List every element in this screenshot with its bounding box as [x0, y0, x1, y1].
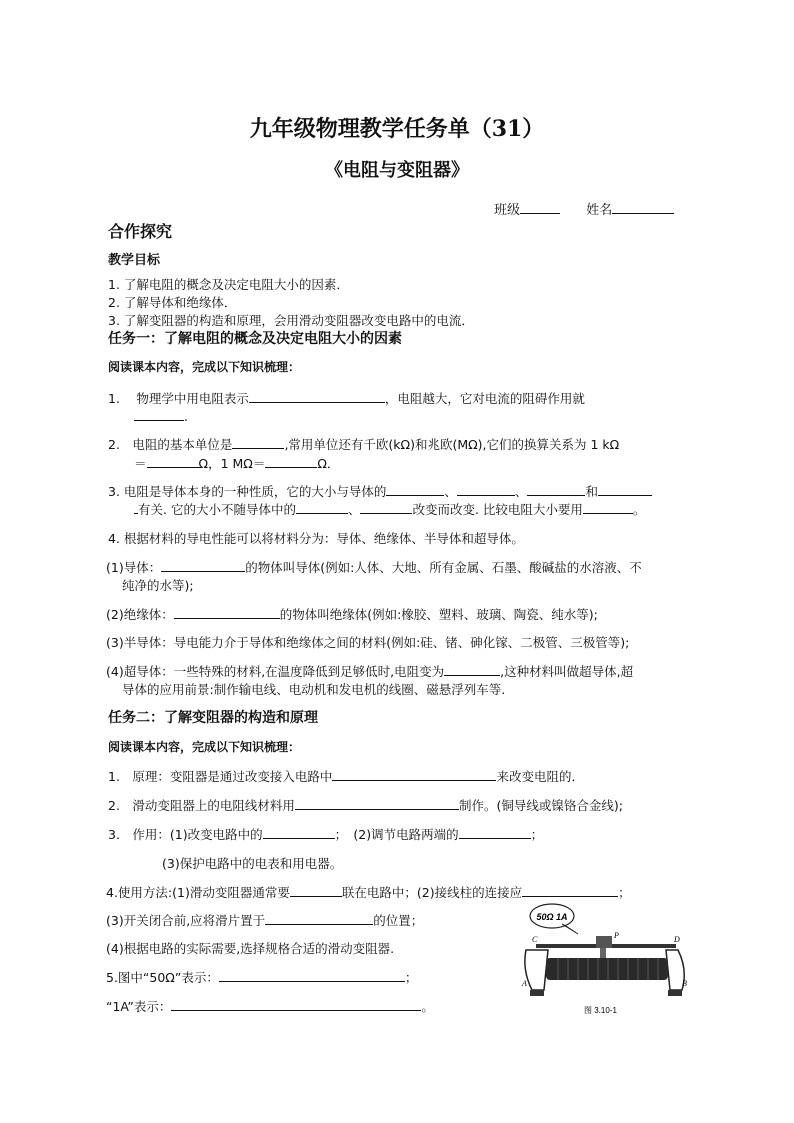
name-blank[interactable]: [612, 200, 674, 214]
q-text: “1A”表示：: [106, 999, 172, 1014]
answer-blank[interactable]: [360, 500, 412, 514]
task2-q2: [108, 796, 623, 814]
class-name-line: [494, 199, 674, 218]
rating-text: 50Ω 1A: [536, 912, 568, 922]
answer-blank[interactable]: [174, 605, 280, 619]
task2-q4-4: (4)根据电路的实际需要,选择规格合适的滑动变阻器.: [106, 941, 395, 956]
task2-q4: [106, 883, 631, 901]
q-text: 。: [421, 999, 434, 1014]
q-text: 2. 电阻的基本单位是: [108, 437, 233, 452]
q-text: Ω，1 MΩ＝: [198, 456, 266, 471]
answer-blank[interactable]: [444, 662, 500, 676]
q-text: 、: [347, 502, 361, 517]
q-text: 3. 作用：(1)改变电路中的: [108, 827, 263, 842]
q-text: (2)绝缘体：: [106, 607, 174, 622]
q-text: 1. 原理：变阻器是通过改变接入电路中: [108, 769, 333, 784]
answer-blank[interactable]: [459, 825, 531, 839]
answer-blank[interactable]: [295, 796, 459, 810]
answer-blank[interactable]: [457, 482, 515, 496]
q-text: ；: [618, 885, 631, 900]
page-subtitle: 《电阻与变阻器》: [325, 160, 469, 181]
label-d: D: [674, 935, 680, 944]
task1-q4-3: (3)半导体：导电能力介于导体和绝缘体之间的材料(例如:硅、锗、砷化镓、二极管、三极管等);: [106, 635, 630, 650]
figure-caption: 图 3.10-1: [584, 1006, 617, 1015]
answer-blank[interactable]: [219, 968, 405, 982]
left-foot: [530, 990, 544, 996]
label-p: P: [614, 931, 619, 940]
answer-blank[interactable]: [232, 435, 284, 449]
q-text: 的物体叫绝缘体(例如:橡胶、塑料、玻璃、陶瓷、纯水等);: [279, 607, 598, 622]
task1-q4-4: [106, 662, 633, 680]
q-text: ,常用单位还有千欧(kΩ)和兆欧(MΩ),它们的换算关系为 1 kΩ: [284, 437, 620, 452]
q-text: 有关. 它的大小不随导体中的: [138, 502, 296, 517]
task2-q3: [108, 825, 543, 843]
task1-q2: [108, 435, 619, 453]
answer-blank[interactable]: [265, 911, 373, 925]
q-text: ＝: [134, 456, 147, 471]
q-text: 的位置；: [373, 913, 424, 928]
answer-blank[interactable]: [296, 500, 348, 514]
answer-blank[interactable]: [290, 883, 342, 897]
task2-q1: [108, 767, 584, 785]
task1-q2-cont: [134, 454, 339, 472]
q-text: ，电阻越大，它对电流的阻碍作用就: [384, 391, 585, 406]
q-text: 1. 物理学中用电阻表示: [108, 391, 249, 406]
task2-instruction: 阅读课本内容，完成以下知识梳理：: [108, 740, 301, 754]
q-text: 和: [585, 484, 598, 499]
label-a: A: [522, 979, 527, 988]
task1-q3: [108, 482, 652, 500]
task1-q4: 4. 根据材料的导电性能可以将材料分为：导体、绝缘体、半导体和超导体。: [108, 531, 524, 546]
task2-q4-3: [106, 911, 423, 929]
q-text: (3)开关闭合前,应将滑片置于: [106, 913, 266, 928]
task1-q4-1: [106, 558, 642, 576]
task2-q3-cont: (3)保护电路中的电表和用电器。: [162, 856, 343, 871]
label-b: B: [682, 979, 687, 988]
answer-blank[interactable]: [598, 482, 652, 496]
answer-blank[interactable]: [147, 454, 199, 468]
answer-blank[interactable]: [332, 767, 496, 781]
q-text: 的物体叫导体(例如:人体、大地、所有金属、石墨、酸碱盐的水溶液、不: [245, 560, 642, 575]
q-text: 4.使用方法:(1)滑动变阻器通常要: [106, 885, 290, 900]
q-text: 5.图中“50Ω”表示：: [106, 970, 219, 985]
q-text: ； (2)调节电路两端的: [334, 827, 459, 842]
q-text: 、: [444, 484, 457, 499]
q-text: 来改变电阻的．: [496, 769, 584, 784]
answer-blank[interactable]: [249, 389, 385, 403]
q-text: .: [184, 409, 188, 424]
task1-q4-2: [106, 605, 598, 623]
q-text: 、: [514, 484, 528, 499]
answer-blank[interactable]: [134, 407, 184, 421]
q-text: (4)超导体：一些特殊的材料,在温度降低到足够低时,电阻变为: [106, 664, 445, 679]
objective-item: 1. 了解电阻的概念及决定电阻大小的因素．: [108, 277, 349, 292]
name-label: 姓名: [586, 203, 613, 218]
bubble-pointer: [562, 924, 578, 934]
q-text: 2. 滑动变阻器上的电阻线材料用: [108, 798, 295, 813]
task2-q5-cont: [106, 997, 434, 1015]
class-blank[interactable]: [520, 200, 560, 214]
task1-q1: [108, 389, 585, 407]
answer-blank[interactable]: [386, 482, 444, 496]
q-text: 3. 电阻是导体本身的一种性质，它的大小与导体的: [108, 484, 387, 499]
answer-blank[interactable]: [263, 825, 335, 839]
task1-q4-1-cont: 纯净的水等);: [122, 578, 194, 593]
q-text: ；: [404, 970, 418, 985]
q-text: ；: [530, 827, 544, 842]
left-end-plate: [525, 950, 548, 990]
objective-item: 2. 了解导体和绝缘体．: [108, 295, 237, 310]
answer-blank[interactable]: [522, 883, 618, 897]
task1-q3-cont: [134, 500, 645, 518]
answer-blank[interactable]: [171, 997, 421, 1011]
task1-title: 任务一：了解电阻的概念及决定电阻大小的因素: [108, 331, 402, 347]
task2-q5: [106, 968, 417, 986]
rheostat-illustration: [518, 900, 688, 1020]
resistance-coil: [546, 958, 668, 980]
class-label: 班级: [494, 203, 521, 218]
task2-title: 任务二：了解变阻器的构造和原理: [108, 710, 318, 726]
answer-blank[interactable]: [527, 482, 585, 496]
task1-q1-cont: [134, 407, 188, 424]
answer-blank[interactable]: [583, 500, 633, 514]
answer-blank[interactable]: [161, 558, 245, 572]
q-text: (1)导体：: [106, 560, 162, 575]
q-text: ,这种材料叫做超导体,超: [500, 664, 634, 679]
q-text: 制作。(铜导线或镍铬合金线);: [458, 798, 623, 813]
page-title: 九年级物理教学任务单（31）: [249, 116, 545, 142]
section-title: 合作探究: [108, 222, 173, 241]
q-text: 改变而改变. 比较电阻大小要用: [412, 502, 583, 517]
q-text: 联在电路中；(2)接线柱的连接应: [341, 885, 523, 900]
rheostat-figure: [518, 900, 688, 1020]
task1-q4-4-cont: 导体的应用前景:制作输电线、电动机和发电机的线圈、磁悬浮列车等.: [122, 682, 506, 697]
answer-blank[interactable]: [265, 454, 317, 468]
objective-item: 3. 了解变阻器的构造和原理，会用滑动变阻器改变电路中的电流．: [108, 313, 474, 328]
q-text: 。: [632, 502, 646, 517]
label-c: C: [532, 935, 538, 944]
right-foot: [668, 990, 682, 996]
task1-instruction: 阅读课本内容，完成以下知识梳理：: [108, 360, 301, 374]
slider: [596, 936, 612, 948]
q-text: Ω．: [317, 456, 340, 471]
objectives-title: 教学目标: [108, 253, 161, 268]
